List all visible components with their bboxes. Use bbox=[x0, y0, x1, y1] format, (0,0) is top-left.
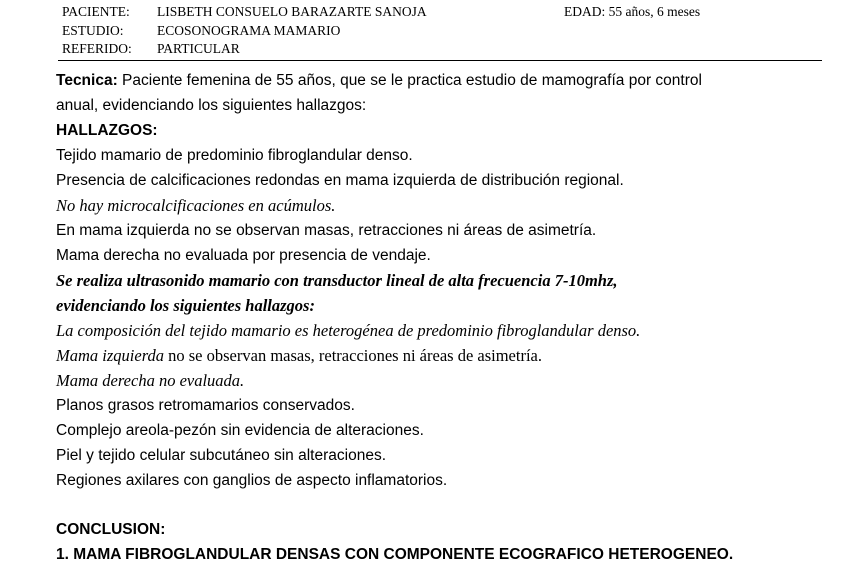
ultrasound-intro-line-2: evidenciando los siguientes hallazgos: bbox=[56, 296, 315, 315]
left-breast-text: no se observan masas, retracciones ni áreas de asimetría. bbox=[164, 346, 542, 365]
hallazgos-heading: HALLAZGOS: bbox=[56, 122, 158, 139]
finding-line: Complejo areola-pezón sin evidencia de alteraciones. bbox=[56, 422, 424, 439]
left-breast-label: Mama izquierda bbox=[56, 346, 165, 365]
ultrasound-right-breast: Mama derecha no evaluada. bbox=[56, 371, 245, 390]
finding-line: Mama derecha no evaluada por presencia de vendaje. bbox=[56, 247, 431, 264]
finding-line: Piel y tejido celular subcutáneo sin alteraciones. bbox=[56, 447, 386, 464]
report-header bbox=[62, 3, 822, 59]
header-row-paciente bbox=[62, 3, 822, 22]
ultrasound-composition: La composición del tejido mamario es heterogénea de predominio fibroglandular denso. bbox=[56, 321, 641, 340]
finding-line: En mama izquierda no se observan masas, retracciones ni áreas de asimetría. bbox=[56, 222, 597, 239]
conclusion-heading: CONCLUSION: bbox=[56, 521, 166, 538]
referido-value: PARTICULAR bbox=[157, 41, 240, 56]
finding-line: Tejido mamario de predominio fibroglandular denso. bbox=[56, 147, 413, 164]
conclusion-item-1: 1. MAMA FIBROGLANDULAR DENSAS CON COMPONENTE ECOGRAFICO HETEROGENEO. bbox=[56, 546, 734, 563]
edad-field bbox=[564, 3, 700, 22]
finding-line: Planos grasos retromamarios conservados. bbox=[56, 397, 355, 414]
tecnica-line-1 bbox=[56, 68, 836, 93]
estudio-label: ESTUDIO: bbox=[62, 22, 124, 38]
finding-line: Presencia de calcificaciones redondas en mama izquierda de distribución regional. bbox=[56, 172, 624, 189]
header-row-referido bbox=[62, 40, 822, 59]
ultrasound-left-breast bbox=[56, 343, 836, 368]
estudio-value: ECOSONOGRAMA MAMARIO bbox=[157, 22, 341, 38]
finding-line: Regiones axilares con ganglios de aspecto inflamatorios. bbox=[56, 472, 448, 489]
edad-label: EDAD: bbox=[564, 4, 606, 19]
section-spacer bbox=[56, 493, 836, 517]
tecnica-line-2: anual, evidenciando los siguientes hallazgos: bbox=[56, 97, 367, 114]
paciente-value: LISBETH CONSUELO BARAZARTE SANOJA bbox=[157, 4, 427, 19]
paciente-label: PACIENTE: bbox=[62, 4, 130, 19]
tecnica-text-1: Paciente femenina de 55 años, que se le practica estudio de mamografía por control bbox=[117, 72, 702, 89]
finding-line-italic: No hay microcalcificaciones en acúmulos. bbox=[56, 196, 336, 215]
edad-value: 55 años, 6 meses bbox=[608, 4, 701, 19]
ultrasound-intro-line-1: Se realiza ultrasonido mamario con transductor lineal de alta frecuencia 7-10mhz, bbox=[56, 271, 618, 290]
report-body bbox=[56, 68, 836, 567]
header-divider bbox=[58, 60, 822, 61]
referido-label: REFERIDO: bbox=[62, 41, 132, 56]
tecnica-label: Tecnica: bbox=[56, 72, 118, 89]
header-row-estudio bbox=[62, 22, 822, 41]
